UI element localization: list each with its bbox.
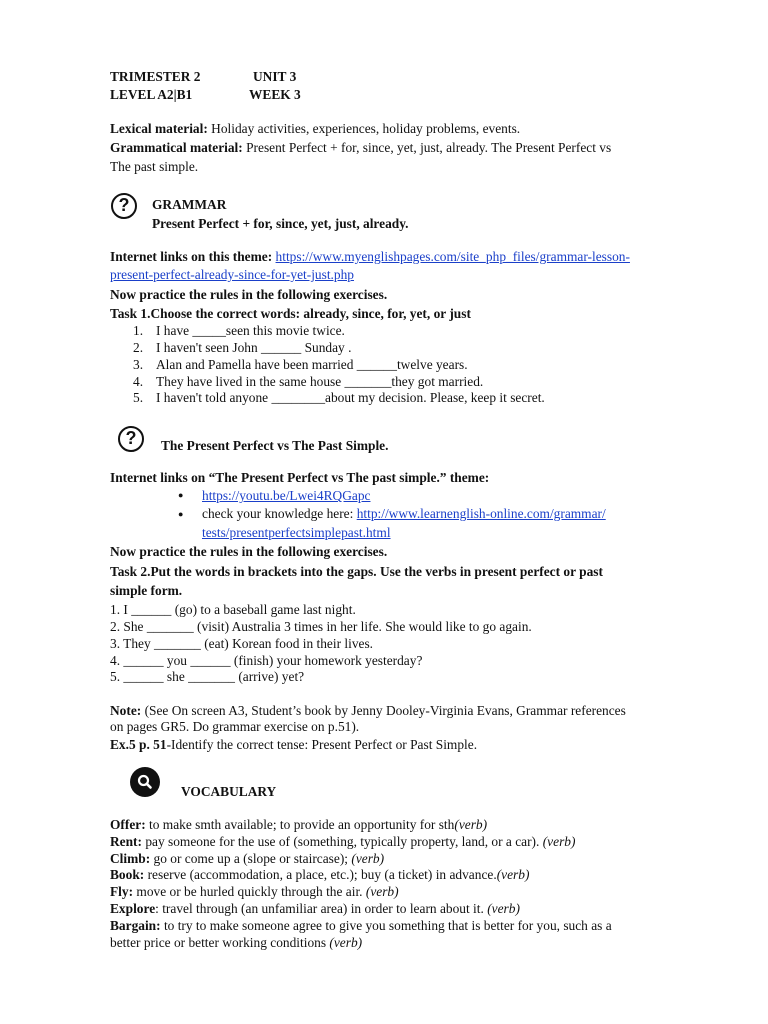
- vocab-word: Book:: [110, 867, 145, 882]
- bullet2-text: check your knowledge here:: [202, 506, 357, 521]
- exercise-line: [110, 736, 477, 753]
- lexical-text: Holiday activities, experiences, holiday problems, events.: [207, 121, 521, 136]
- section2-links-label: Internet links on “The Present Perfect vs The past simple.” theme:: [110, 470, 490, 485]
- question-icon: ?: [111, 193, 137, 219]
- header-trimester: TRIMESTER 2: [110, 69, 201, 84]
- section2-heading: The Present Perfect vs The Past Simple.: [161, 438, 389, 453]
- search-icon: [130, 767, 160, 797]
- youtube-link[interactable]: https://youtu.be/Lwei4RQGapc: [202, 488, 371, 503]
- grammatical-text: Present Perfect + for, since, yet, just, already. The Present Perfect vs: [242, 140, 612, 155]
- task1-item: I haven't seen John ______ Sunday .: [156, 340, 352, 355]
- vocab-entry: [110, 866, 529, 883]
- note-text: (See On screen A3, Student’s book by Jenny Dooley-Virginia Evans, Grammar references: [141, 703, 626, 718]
- vocab-definition: go or come up a (slope or staircase);: [150, 851, 352, 866]
- task1-item-number: 1.: [133, 323, 144, 338]
- task2-item: 4. ______ you ______ (finish) your homework yesterday?: [110, 653, 423, 668]
- note-line-2: on pages GR5. Do grammar exercise on p.51).: [110, 719, 360, 734]
- task2-item: 1. I ______ (go) to a baseball game last night.: [110, 602, 356, 617]
- vocab-word: Rent:: [110, 834, 142, 849]
- vocab-pos: (verb): [351, 851, 385, 866]
- vocab-word: Explore: [110, 901, 156, 916]
- vocab-pos: (verb): [496, 867, 530, 882]
- grammar-heading: GRAMMAR: [152, 197, 227, 212]
- grammatical-label: Grammatical material:: [110, 140, 243, 155]
- vocab-definition: to try to make someone agree to give you something that is better for you, such as a: [160, 918, 612, 933]
- bullet: ●: [178, 490, 184, 500]
- question-icon: ?: [118, 426, 144, 452]
- learnenglish-link[interactable]: http://www.learnenglish-online.com/grammar/: [356, 506, 606, 521]
- vocab-pos: (verb): [329, 935, 363, 950]
- vocab-pos: (verb): [454, 817, 488, 832]
- task1-item-number: 4.: [133, 374, 144, 389]
- vocab-pos: (verb): [542, 834, 576, 849]
- header-week: WEEK 3: [249, 87, 301, 102]
- vocab-word: Fly:: [110, 884, 134, 899]
- task1-item: I haven't told anyone ________about my decision. Please, keep it secret.: [156, 390, 545, 405]
- header-level: LEVEL A2|B1: [110, 87, 193, 102]
- exercise-text: -Identify the correct tense: Present Perfect or Past Simple.: [166, 737, 478, 752]
- exercise-label: Ex.5 p. 51: [110, 737, 167, 752]
- vocab-entry: [110, 833, 575, 850]
- bullet: ●: [178, 509, 184, 519]
- grammar-practice: Now practice the rules in the following exercises.: [110, 287, 388, 302]
- learnenglish-link-continued[interactable]: tests/presentperfectsimplepast.html: [202, 525, 391, 540]
- grammar-link[interactable]: https://www.myenglishpages.com/site_php_files/grammar-lesson-: [275, 249, 630, 264]
- note-label: Note:: [110, 703, 142, 718]
- vocab-pos: (verb): [487, 901, 520, 916]
- grammar-topic: Present Perfect + for, since, yet, just, already.: [152, 216, 409, 231]
- vocab-entry: [110, 850, 384, 867]
- task1-item: They have lived in the same house _______they got married.: [156, 374, 484, 389]
- section2-bullet2-line2: [202, 524, 391, 541]
- vocab-definition: better price or better working conditions: [110, 935, 330, 950]
- vocab-entry-bargain-line2: [110, 934, 362, 951]
- task2-item: 3. They _______ (eat) Korean food in their lives.: [110, 636, 374, 651]
- section2-bullet2: [202, 505, 606, 522]
- task2-title-line2: simple form.: [110, 583, 183, 598]
- grammar-links-label: Internet links on this theme:: [110, 249, 273, 264]
- vocab-definition: pay someone for the use of (something, typically property, land, or a car).: [141, 834, 543, 849]
- vocabulary-heading: VOCABULARY: [181, 784, 277, 799]
- vocab-entry: [110, 900, 520, 917]
- grammatical-line: [110, 139, 611, 156]
- vocab-entry: [110, 883, 399, 900]
- task2-title: Task 2.Put the words in brackets into the gaps. Use the verbs in present perfect or past: [110, 564, 603, 579]
- section2-bullet1: [202, 487, 370, 504]
- grammar-links-line: [110, 248, 630, 265]
- vocab-word: Offer:: [110, 817, 146, 832]
- section2-practice: Now practice the rules in the following exercises.: [110, 544, 388, 559]
- vocab-word: Bargain:: [110, 918, 161, 933]
- vocab-pos: (verb): [365, 884, 399, 899]
- task1-item-number: 2.: [133, 340, 144, 355]
- lexical-label: Lexical material:: [110, 121, 208, 136]
- vocab-word: Climb:: [110, 851, 151, 866]
- task2-item: 5. ______ she _______ (arrive) yet?: [110, 669, 305, 684]
- vocab-definition: to make smth available; to provide an opportunity for sth: [145, 817, 455, 832]
- header-unit: UNIT 3: [253, 69, 297, 84]
- vocab-entry-bargain: [110, 917, 612, 934]
- task1-item-number: 3.: [133, 357, 144, 372]
- grammar-link-line-2: [110, 266, 354, 283]
- task1-item: I have _____seen this movie twice.: [156, 323, 345, 338]
- task1-item-number: 5.: [133, 390, 144, 405]
- grammatical-line-2: The past simple.: [110, 159, 199, 174]
- task1-item: Alan and Pamella have been married ______twelve years.: [156, 357, 468, 372]
- vocab-definition: : travel through (an unfamiliar area) in order to learn about it.: [155, 901, 488, 916]
- task2-item: 2. She _______ (visit) Australia 3 times in her life. She would like to go again.: [110, 619, 532, 634]
- vocab-entry: [110, 816, 487, 833]
- note-line: [110, 702, 626, 719]
- grammar-link-continued[interactable]: present-perfect-already-since-for-yet-just.php: [110, 267, 354, 282]
- task1-title: Task 1.Choose the correct words: already, since, for, yet, or just: [110, 306, 471, 321]
- lexical-line: [110, 120, 520, 137]
- vocab-definition: move or be hurled quickly through the air.: [133, 884, 366, 899]
- vocab-definition: reserve (accommodation, a place, etc.); buy (a ticket) in advance.: [144, 867, 497, 882]
